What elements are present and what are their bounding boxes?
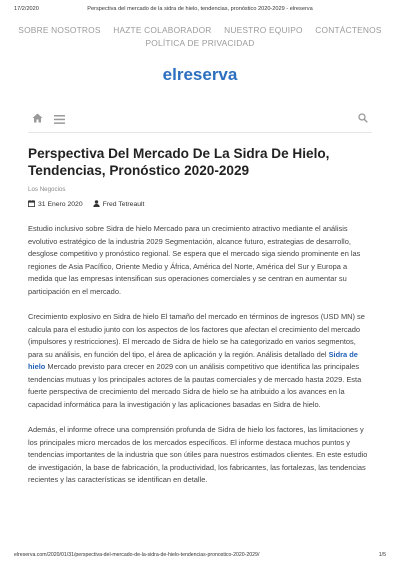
nav-link-about[interactable]: SOBRE NOSOTROS bbox=[18, 25, 101, 35]
search-icon[interactable] bbox=[358, 110, 368, 128]
print-page-number: 1/5 bbox=[378, 552, 386, 558]
article bbox=[28, 145, 372, 500]
print-header bbox=[14, 6, 386, 16]
nav-link-contact[interactable]: CONTÁCTENOS bbox=[315, 25, 382, 35]
paragraph-2-part-b: Mercado previsto para crecer en 2029 con un análisis competitivo que identifica las principales tendencias mutuas y los principales actores de la pautas comerciales y de mercado hasta 2029. Esta fuerte perspectiva de crecimiento del mercado Sidra de hielo se ha atribuido a los avances en la capacidad informática para la investigación y las aplicaciones basadas en Sidra de hielo. bbox=[28, 362, 362, 409]
hamburger-menu-icon[interactable] bbox=[54, 111, 65, 129]
print-url: elreserva.com/2020/01/31/perspectiva-del-mercado-de-la-sidra-de-hielo-tendencias-pronostico-2020-2029/ bbox=[14, 552, 260, 558]
article-meta bbox=[28, 199, 372, 209]
home-icon[interactable] bbox=[32, 110, 43, 128]
user-icon bbox=[93, 200, 103, 209]
paragraph-2 bbox=[28, 311, 372, 411]
post-date bbox=[28, 200, 83, 209]
nav-link-privacy[interactable]: POLÍTICA DE PRIVACIDAD bbox=[145, 38, 255, 48]
calendar-icon bbox=[28, 200, 38, 209]
paragraph-3: Además, el informe ofrece una comprensión profunda de Sidra de hielo los factores, las limitaciones y los principales micro mercados de los mercados específicos. El informe destaca muchos puntos y tendencias importantes de la industria que son útiles para nuestros estimados clientes. En este estudio de investigación, la base de fabricación, la productividad, los fabricantes, las fortalezas, las tendencias recientes y las características se identifican en detalle. bbox=[28, 425, 368, 484]
post-author bbox=[93, 200, 145, 209]
article-body bbox=[28, 223, 372, 487]
paragraph-2-part-a: Crecimiento explosivo en Sidra de hielo El tamaño del mercado en términos de ingresos (USD MN) se calcula para el estudio junto con los aspectos de los factores que afectan el crecimiento del mercado (impulsores y restricciones). El mercado de Sidra de hielo se ha categorizado en varios segmentos, para su análisis, en función del tipo, el área de aplicación y la región. Análisis detallado del bbox=[28, 312, 365, 359]
print-date: 17/2/2020 bbox=[14, 6, 39, 12]
header-divider bbox=[28, 132, 372, 133]
post-date-text: 31 Enero 2020 bbox=[38, 200, 83, 208]
nav-link-team[interactable]: NUESTRO EQUIPO bbox=[224, 25, 303, 35]
icon-toolbar bbox=[28, 109, 372, 123]
nav-link-collaborate[interactable]: HAZTE COLABORADOR bbox=[113, 25, 212, 35]
post-author-name[interactable]: Fred Tetreault bbox=[102, 200, 145, 208]
top-navigation bbox=[0, 24, 400, 50]
print-footer bbox=[14, 552, 386, 562]
article-category[interactable]: Los Negocios bbox=[28, 186, 66, 193]
print-page-title: Perspectiva del mercado de la sidra de hielo, tendencias, pronóstico 2020-2029 - elreserva bbox=[87, 6, 313, 12]
paragraph-1: Estudio inclusivo sobre Sidra de hielo Mercado para un crecimiento atractivo mediante el análisis evolutivo estratégico de la industria 2029 Segmentación, alcance futuro, estrategias de desarrollo, desglose competitivo y pronóstico regional. Se espera que el mercado siga siendo prominente en las regiones de Asia Pacífico, Oriente Medio y África, América del Norte, América del Sur y Europa a medida que las empresas intensifican sus operaciones comerciales y se centran en aumentar su participación en el mercado. bbox=[28, 224, 361, 296]
sidra-de-hielo-link[interactable]: Sidra de hielo bbox=[28, 349, 358, 371]
site-logo[interactable]: elreserva bbox=[162, 65, 238, 84]
article-title: Perspectiva Del Mercado De La Sidra De Hielo, Tendencias, Pronóstico 2020-2029 bbox=[28, 146, 330, 178]
